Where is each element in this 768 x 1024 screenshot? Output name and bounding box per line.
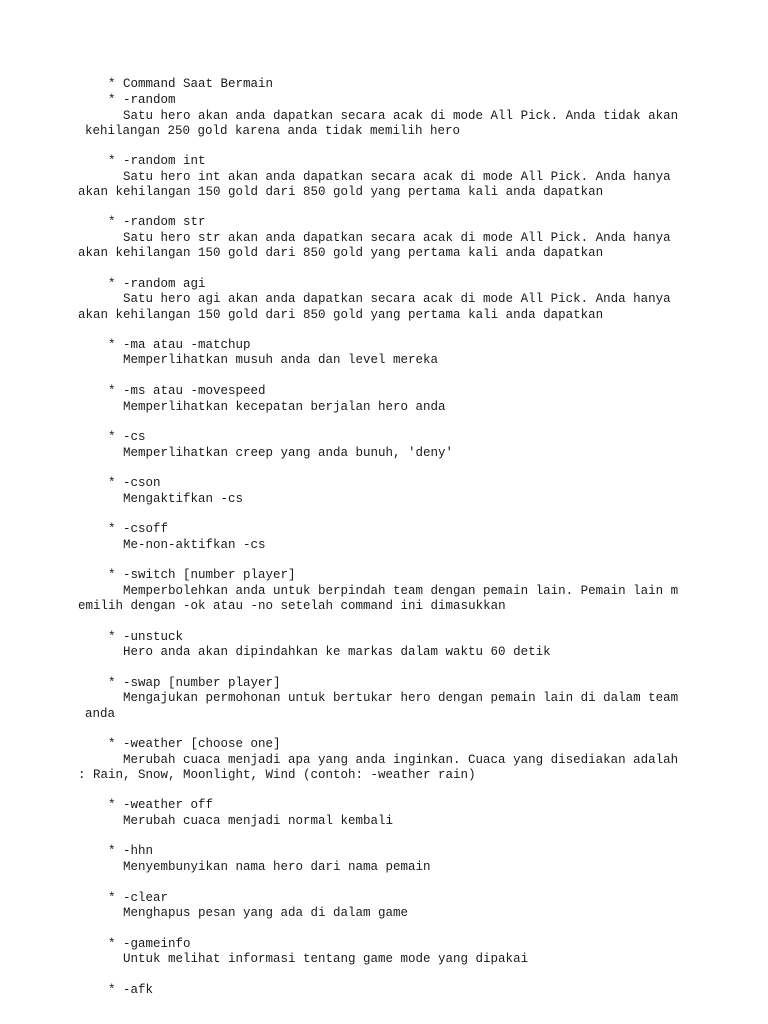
command-description: Memperlihatkan musuh anda dan level mereka xyxy=(123,353,439,367)
command-description: Menyembunyikan nama hero dari nama pemain xyxy=(123,860,431,874)
command-description: Mengajukan permohonan untuk bertukar hero dengan pemain lain di dalam team xyxy=(123,691,679,705)
command-description: Satu hero str akan anda dapatkan secara acak di mode All Pick. Anda hanya xyxy=(123,231,671,245)
command-name: * -weather off xyxy=(108,798,214,812)
command-description: Merubah cuaca menjadi apa yang anda inginkan. Cuaca yang disediakan adalah xyxy=(123,753,679,767)
command-name: * -clear xyxy=(108,891,169,905)
command-description: anda xyxy=(85,707,116,721)
command-name: * -random agi xyxy=(108,277,206,291)
command-description: Satu hero agi akan anda dapatkan secara acak di mode All Pick. Anda hanya xyxy=(123,292,671,306)
command-name: * -csoff xyxy=(108,522,169,536)
command-description: Me-non-aktifkan -cs xyxy=(123,538,266,552)
command-description: Memperlihatkan creep yang anda bunuh, 'deny' xyxy=(123,446,454,460)
section-heading: * Command Saat Bermain xyxy=(108,77,274,91)
command-name: * -unstuck xyxy=(108,630,184,644)
command-description: Menghapus pesan yang ada di dalam game xyxy=(123,906,409,920)
command-description: Mengaktifkan -cs xyxy=(123,492,244,506)
command-description: akan kehilangan 150 gold dari 850 gold yang pertama kali anda dapatkan xyxy=(78,246,604,260)
command-description: Satu hero int akan anda dapatkan secara acak di mode All Pick. Anda hanya xyxy=(123,170,671,184)
command-description: Memperbolehkan anda untuk berpindah team dengan pemain lain. Pemain lain m xyxy=(123,584,679,598)
command-description: akan kehilangan 150 gold dari 850 gold yang pertama kali anda dapatkan xyxy=(78,308,604,322)
command-description: Merubah cuaca menjadi normal kembali xyxy=(123,814,394,828)
command-name: * -random int xyxy=(108,154,206,168)
command-name: * -weather [choose one] xyxy=(108,737,281,751)
command-description: akan kehilangan 150 gold dari 850 gold yang pertama kali anda dapatkan xyxy=(78,185,604,199)
command-description: Satu hero akan anda dapatkan secara acak di mode All Pick. Anda tidak akan xyxy=(123,109,679,123)
command-description: Untuk melihat informasi tentang game mode yang dipakai xyxy=(123,952,529,966)
command-name: * -cson xyxy=(108,476,161,490)
command-description: kehilangan 250 gold karena anda tidak memilih hero xyxy=(85,124,461,138)
command-description: : Rain, Snow, Moonlight, Wind (contoh: -weather rain) xyxy=(78,768,476,782)
command-name: * -hhn xyxy=(108,844,154,858)
command-name: * -ma atau -matchup xyxy=(108,338,251,352)
command-name: * -afk xyxy=(108,983,154,997)
command-name: * -random str xyxy=(108,215,206,229)
command-description: Memperlihatkan kecepatan berjalan hero anda xyxy=(123,400,446,414)
command-name: * -gameinfo xyxy=(108,937,191,951)
command-name: * -cs xyxy=(108,430,146,444)
command-name: * -switch [number player] xyxy=(108,568,296,582)
command-description: emilih dengan -ok atau -no setelah command ini dimasukkan xyxy=(78,599,506,613)
command-name: * -ms atau -movespeed xyxy=(108,384,266,398)
command-name: * -swap [number player] xyxy=(108,676,281,690)
command-description: Hero anda akan dipindahkan ke markas dalam waktu 60 detik xyxy=(123,645,551,659)
command-name: * -random xyxy=(108,93,176,107)
